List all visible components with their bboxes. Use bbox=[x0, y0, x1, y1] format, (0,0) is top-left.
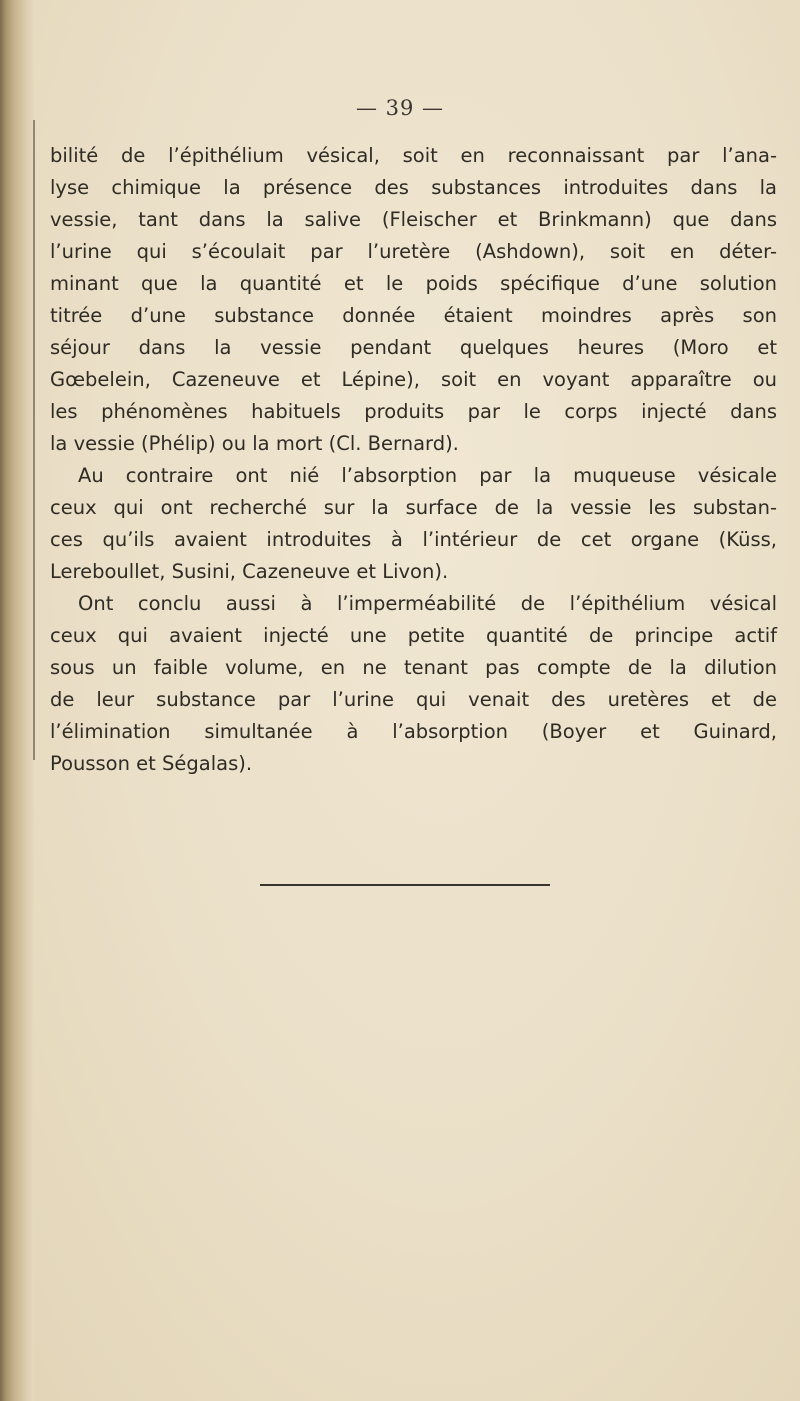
text-line: de leur substance par l’urine qui venait des uretères et de bbox=[50, 688, 777, 711]
text-line: sous un faible volume, en ne tenant pas compte de la dilution bbox=[50, 656, 777, 679]
text-line: ceux qui avaient injecté une petite quantité de principe actif bbox=[50, 624, 777, 647]
section-rule bbox=[260, 884, 550, 886]
text-line: ces qu’ils avaient introduites à l’intérieur de cet organe (Küss, bbox=[50, 528, 777, 551]
text-line: Ont conclu aussi à l’imperméabilité de l’épithélium vésical bbox=[78, 592, 777, 615]
text-line: minant que la quantité et le poids spécifique d’une solution bbox=[50, 272, 777, 295]
paragraph-1 bbox=[50, 140, 777, 460]
text-line: titrée d’une substance donnée étaient moindres après son bbox=[50, 304, 777, 327]
text-line: lyse chimique la présence des substances introduites dans la bbox=[50, 176, 777, 199]
text-line: vessie, tant dans la salive (Fleischer et Brinkmann) que dans bbox=[50, 208, 777, 231]
text-line: l’urine qui s’écoulait par l’uretère (Ashdown), soit en déter- bbox=[50, 240, 777, 263]
text-line: Au contraire ont nié l’absorption par la muqueuse vésicale bbox=[78, 464, 777, 487]
text-line: l’élimination simultanée à l’absorption (Boyer et Guinard, bbox=[50, 720, 777, 743]
text-line: séjour dans la vessie pendant quelques heures (Moro et bbox=[50, 336, 777, 359]
text-line: ceux qui ont recherché sur la surface de la vessie les substan- bbox=[50, 496, 777, 519]
text-line: la vessie (Phélip) ou la mort (Cl. Bernard). bbox=[50, 432, 459, 455]
text-line: les phénomènes habituels produits par le corps injecté dans bbox=[50, 400, 777, 423]
text-line: Pousson et Ségalas). bbox=[50, 752, 253, 775]
binding-edge bbox=[33, 120, 35, 760]
text-line: Gœbelein, Cazeneuve et Lépine), soit en voyant apparaître ou bbox=[50, 368, 777, 391]
book-gutter bbox=[0, 0, 34, 1401]
text-line: Lereboullet, Susini, Cazeneuve et Livon). bbox=[50, 560, 449, 583]
text-line: bilité de l’épithélium vésical, soit en reconnaissant par l’ana- bbox=[50, 144, 777, 167]
paragraph-3 bbox=[50, 588, 777, 780]
body-text bbox=[50, 140, 777, 780]
paragraph-2 bbox=[50, 460, 777, 588]
page-number: — 39 — bbox=[355, 96, 445, 120]
